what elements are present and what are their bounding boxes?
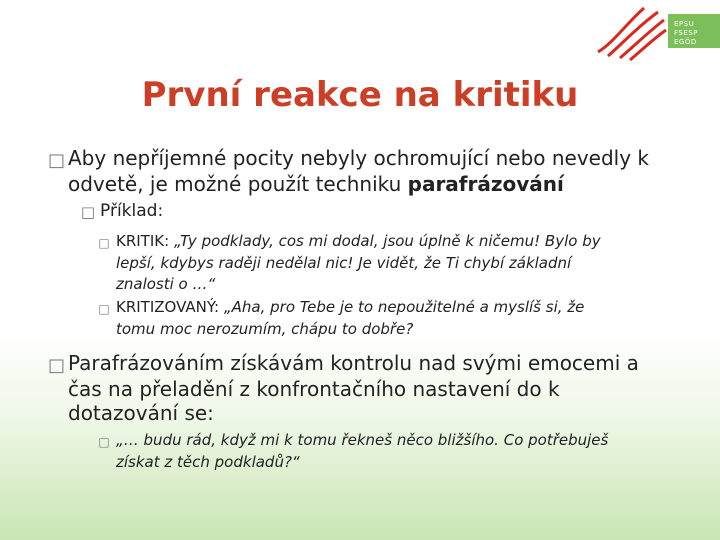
logo-line-2: FSESP xyxy=(674,29,698,37)
bullet-box-icon: □ xyxy=(98,435,110,449)
critic-text-line-2: lepší, kdybys raději nedělal nic! Je vidět, že Ti chybí základní xyxy=(116,254,572,272)
criticized-quote xyxy=(96,297,688,340)
bullet-box-icon: □ xyxy=(48,355,66,376)
bullet-box-icon: □ xyxy=(80,203,96,221)
criticized-text-line-1: „Aha, pro Tebe je to nepoužitelné a myslíš si, že xyxy=(223,298,585,316)
logo-text-box xyxy=(668,14,720,48)
epsu-logo xyxy=(590,0,720,62)
bullet-2-line-1: Parafrázováním získávám kontrolu nad svými emocemi a xyxy=(68,351,639,375)
slide-title: První reakce na kritiku xyxy=(141,75,579,115)
bullet-1-line-2 xyxy=(68,172,688,196)
bullet-1-line-1: Aby nepříjemné pocity nebyly ochromující nebo nevedly k xyxy=(68,146,650,170)
slide-content xyxy=(48,146,688,475)
critic-label: KRITIK: xyxy=(116,232,174,250)
bullet-1-bold-term: parafrázování xyxy=(407,172,564,196)
bullet-box-icon: □ xyxy=(48,150,66,171)
logo-line-3: EGÖD xyxy=(674,38,697,46)
example-label: Příklad: xyxy=(100,201,164,221)
bullet-2-line-2: čas na přeladění z konfrontačního nastavení do k xyxy=(68,377,560,401)
final-quote-line-1: „… budu rád, když mi k tomu řekneš něco bližšího. Co potřebuješ xyxy=(116,431,609,449)
example-heading xyxy=(80,201,688,221)
critic-text-line-1: „Ty podklady, cos mi dodal, jsou úplně k ničemu! Bylo by xyxy=(173,232,601,250)
bullet-1-line-2-prefix: odvetě, je možné použít techniku xyxy=(68,172,408,196)
logo-line-1: EPSU xyxy=(674,20,695,28)
final-quote-line-2: získat z těch podkladů?“ xyxy=(116,453,300,471)
bullet-1 xyxy=(48,146,688,196)
bullet-box-icon: □ xyxy=(98,302,110,316)
final-quote xyxy=(96,430,688,473)
bullet-box-icon: □ xyxy=(98,236,110,250)
logo-swoosh-icon xyxy=(590,0,668,62)
criticized-text-line-2: tomu moc nerozumím, chápu to dobře? xyxy=(116,320,414,338)
critic-quote xyxy=(96,231,688,295)
bullet-2-line-3: dotazování se: xyxy=(68,401,214,425)
critic-text-line-3: znalosti o …“ xyxy=(116,275,216,293)
bullet-2 xyxy=(48,351,688,425)
criticized-label: KRITIZOVANÝ: xyxy=(116,298,224,316)
